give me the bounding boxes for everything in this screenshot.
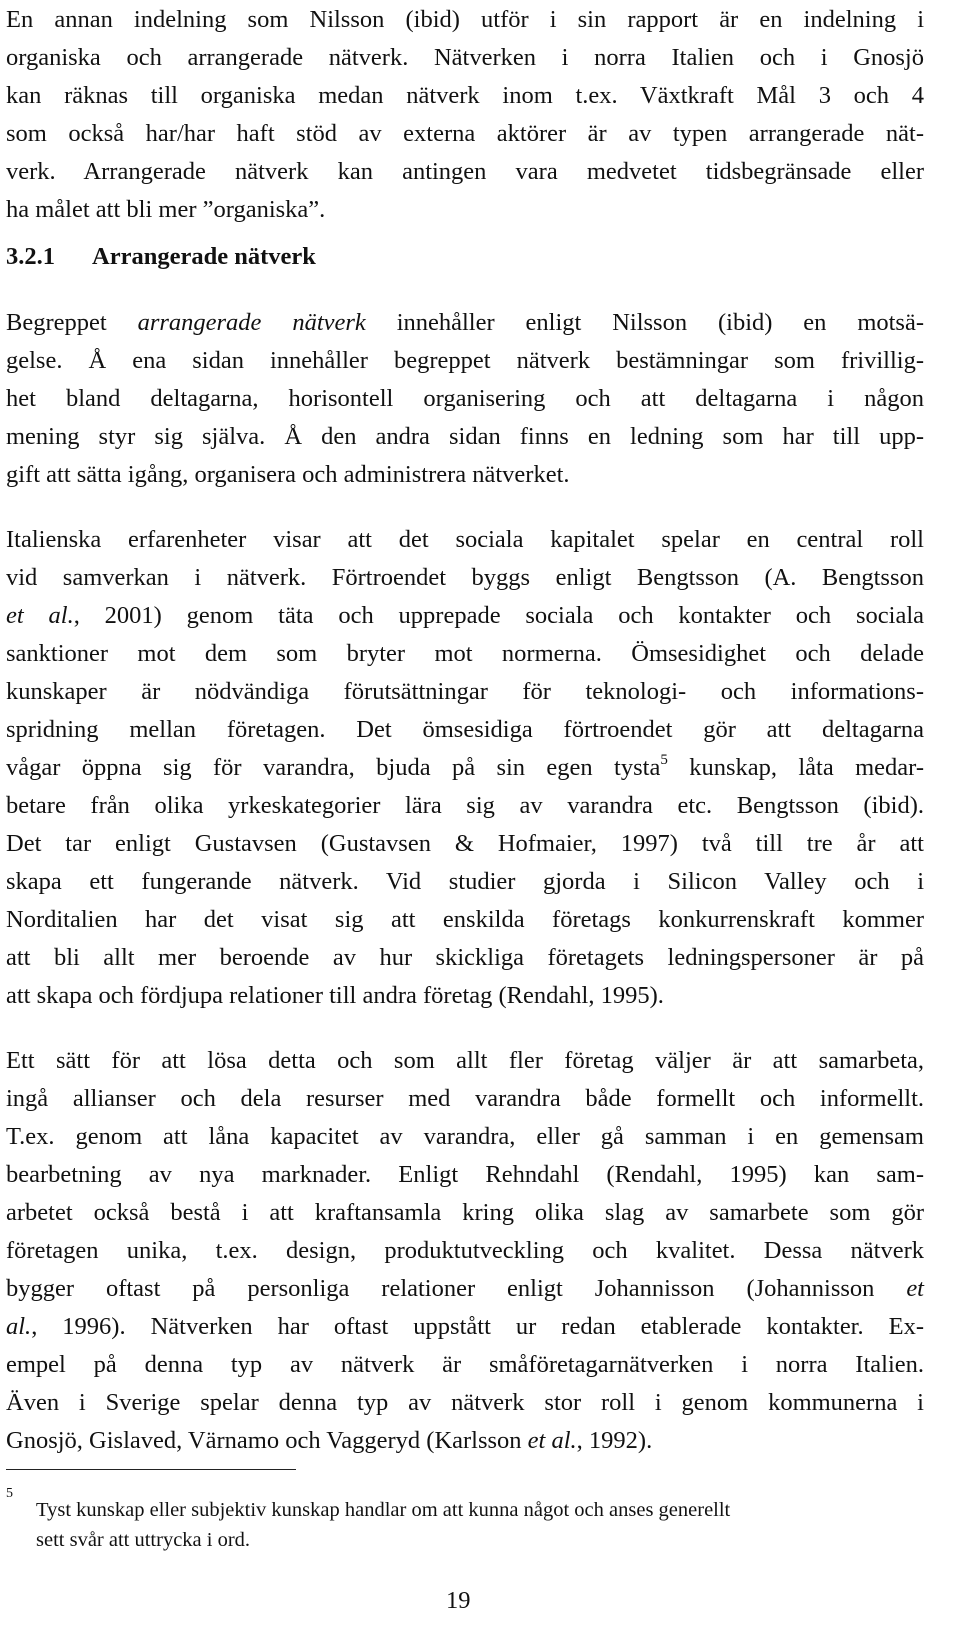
text-line: Det tar enligt Gustavsen (Gustavsen & Hofmaier, 1997) två till tre år att (6, 830, 924, 857)
text-line: som också har/har haft stöd av externa aktörer är av typen arrangerade nät- (6, 120, 924, 147)
emphasis-term: et al. (527, 1427, 577, 1454)
text-span: , 1992). (576, 1427, 653, 1454)
text-line: ingå allianser och dela resurser med varandra både formellt och informellt. (6, 1085, 924, 1112)
text-line (6, 599, 924, 633)
text-line: gift att sätta igång, organisera och administrera nätverket. (6, 461, 570, 488)
emphasis-term: al. (6, 1313, 32, 1340)
text-line: organiska och arrangerade nätverk. Nätverken i norra Italien och i Gnosjö (6, 44, 924, 71)
text-line: ha målet att bli mer ”organiska”. (6, 196, 326, 223)
text-span: , 1996). Nätverken har oftast uppstått ur redan etablerade kontakter. Ex- (31, 1313, 924, 1340)
emphasis-term: arrangerade nätverk (137, 309, 366, 336)
text-line: het bland deltagarna, horisontell organisering och att deltagarna i någon (6, 385, 924, 412)
text-span: kunskap, låta medar- (667, 754, 924, 781)
text-line: mening styr sig själva. Å den andra sidan finns en ledning som har till upp- (6, 423, 924, 450)
emphasis-term: et (906, 1275, 924, 1302)
text-line: kan räknas till organiska medan nätverk inom t.ex. Växtkraft Mål 3 och 4 (6, 82, 924, 109)
text-span: Begreppet (6, 309, 138, 336)
text-line: skapa ett fungerande nätverk. Vid studier gjorda i Silicon Valley och i (6, 868, 924, 895)
text-line: att skapa och fördjupa relationer till andra företag (Rendahl, 1995). (6, 982, 664, 1009)
text-line (6, 1272, 924, 1306)
emphasis-term: et al. (6, 602, 74, 629)
section-title: Arrangerade nätverk (92, 243, 316, 270)
footnote-line: sett svår att uttrycka i ord. (36, 1529, 251, 1551)
text-line: empel på denna typ av nätverk är småföretagarnätverken i norra Italien. (6, 1351, 924, 1378)
text-line: Ett sätt för att lösa detta och som allt fler företag väljer är att samarbeta, (6, 1047, 924, 1074)
text-line: verk. Arrangerade nätverk kan antingen vara medvetet tidsbegränsade eller (6, 158, 924, 185)
text-line (6, 306, 924, 340)
text-line (6, 1310, 924, 1344)
text-span: Gnosjö, Gislaved, Värnamo och Vaggeryd (Karlsson (6, 1427, 528, 1454)
footnote-reference[interactable]: 5 (660, 751, 668, 768)
text-line (6, 751, 924, 785)
text-line: spridning mellan företagen. Det ömsesidiga förtroendet gör att deltagarna (6, 716, 924, 743)
text-line: att bli allt mer beroende av hur skickliga företagets ledningspersoner är på (6, 944, 924, 971)
text-line: Italienska erfarenheter visar att det sociala kapitalet spelar en central roll (6, 526, 924, 553)
footnote-divider (6, 1469, 296, 1470)
text-line: gelse. Å ena sidan innehåller begreppet nätverk bestämningar som frivillig- (6, 347, 924, 374)
text-span: vågar öppna sig för varandra, bjuda på sin egen tysta (6, 754, 661, 781)
section-number: 3.2.1 (6, 243, 55, 270)
text-line: företagen unika, t.ex. design, produktutveckling och kvalitet. Dessa nätverk (6, 1237, 924, 1264)
section-heading (6, 240, 316, 274)
text-line: vid samverkan i nätverk. Förtroendet byggs enligt Bengtsson (A. Bengtsson (6, 564, 924, 591)
text-line: En annan indelning som Nilsson (ibid) utför i sin rapport är en indelning i (6, 6, 924, 33)
text-line: kunskaper är nödvändiga förutsättningar för teknologi- och informations- (6, 678, 924, 705)
text-line: sanktioner mot dem som bryter mot normerna. Ömsesidighet och delade (6, 640, 924, 667)
text-line: Norditalien har det visat sig att enskilda företags konkurrenskraft kommer (6, 906, 924, 933)
text-line (6, 1424, 924, 1458)
text-line: bearbetning av nya marknader. Enligt Rehndahl (Rendahl, 1995) kan sam- (6, 1161, 924, 1188)
text-span: bygger oftast på personliga relationer enligt Johannisson (Johannisson (6, 1275, 907, 1302)
text-span: , 2001) genom täta och upprepade sociala och kontakter och sociala (73, 602, 925, 629)
footnote-marker: 5 (6, 1486, 13, 1501)
text-line: Även i Sverige spelar denna typ av nätverk stor roll i genom kommunerna i (6, 1389, 924, 1416)
text-span: innehåller enligt Nilsson (ibid) en motsä- (365, 309, 924, 336)
text-line: betare från olika yrkeskategorier lära sig av varandra etc. Bengtsson (ibid). (6, 792, 924, 819)
text-line: arbetet också bestå i att kraftansamla kring olika slag av samarbete som gör (6, 1199, 924, 1226)
text-line: T.ex. genom att låna kapacitet av varandra, eller gå samman i en gemensam (6, 1123, 924, 1150)
footnote-line: Tyst kunskap eller subjektiv kunskap handlar om att kunna något och anses generellt (36, 1499, 731, 1521)
page-number: 19 (446, 1587, 471, 1614)
